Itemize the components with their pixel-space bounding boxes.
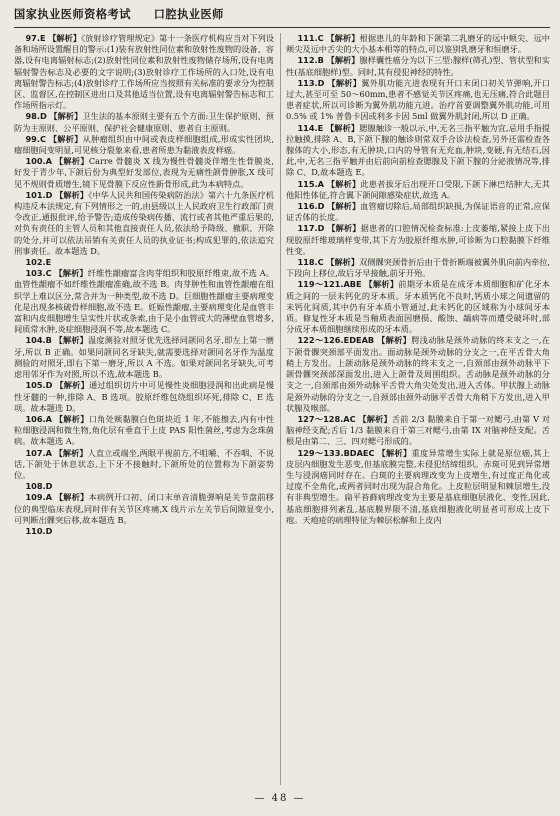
answer-number: 111.C bbox=[297, 33, 324, 43]
analysis-label: 【解析】 bbox=[55, 380, 89, 391]
answer-number: 116.D bbox=[297, 201, 325, 212]
answer-number: 105.D bbox=[25, 380, 53, 391]
answer-entry bbox=[286, 33, 550, 55]
analysis-label: 【解析】 bbox=[327, 201, 361, 212]
answer-entry bbox=[14, 526, 274, 537]
analysis-text: 从肿瘤组织由中间或表皮样细胞组成,形成实性团块,瘤细胞间变明显,可见核分裂象来看,患者所患为黏液表皮样癌。 bbox=[14, 133, 274, 156]
answer-entry bbox=[14, 268, 274, 335]
answer-entry bbox=[286, 223, 550, 257]
analysis-label: 【解析】 bbox=[48, 33, 82, 43]
analysis-text: 卫生法的基本原则主要有五个方面:卫生保护原则、预防为主原则、公平原则、保护社会健康原则、患者自主原则。 bbox=[14, 111, 274, 133]
analysis-label: 【解析】 bbox=[54, 492, 89, 503]
analysis-text: 翼外肌功能亢进表现有开口末闭口初关节弹响,开口过大,甚至可至 50～60mm,患者不感觉关节区疼痛,也无压痛,符合此题目患者症状,所以可诊断为翼外肌功能亢进。治疗首要调整翼外肌功能,可用 0.5% 或 1% 普鲁卡因或利多卡因 5ml 做翼外肌封闭,所以 D 正确。 bbox=[286, 77, 550, 122]
page-number: — 48 — bbox=[254, 793, 306, 804]
analysis-text: 本病例开口初、闭口末单音清脆弹响是关节盘前移位的典型临床表现,同时伴有关节区疼痛,X 线片示左关节后间隙显变小,可判断出髁突后移,故本题选 B。 bbox=[14, 492, 274, 525]
answer-entry bbox=[286, 448, 550, 526]
analysis-text: Carre 骨髓炎 X 线为慢性骨髓炎伴增生性骨膜炎,好发于青少年,下颌后份为典型好发部位,表现为无痛性颌骨肿胀,X 线可见不规则骨质增生,镜下见骨膜下反应性新骨形成,此为本病特点。 bbox=[14, 156, 274, 189]
answer-number: 106.A bbox=[25, 413, 53, 424]
analysis-label: 【解析】 bbox=[326, 122, 360, 133]
answer-entry bbox=[14, 257, 274, 268]
analysis-label: 【解析】 bbox=[49, 111, 83, 122]
answer-number: 122～126.EDEAB bbox=[297, 335, 375, 346]
answer-number: 115.A bbox=[297, 178, 325, 189]
analysis-label: 【解析】 bbox=[54, 156, 89, 167]
answer-number: 109.A bbox=[25, 492, 53, 503]
analysis-label: 【解析】 bbox=[364, 279, 399, 290]
analysis-text: 口角处颊黏膜白色斑块近 1 年,不能擦去,内有中性粒细胞浸润和微生物,角化层有垂直于上皮 PAS 阳性菌丝,考虑为念珠菌病。故本题选 A。 bbox=[14, 413, 274, 447]
answer-entry bbox=[286, 414, 550, 448]
analysis-label: 【解析】 bbox=[326, 33, 360, 43]
answer-number: 104.B bbox=[25, 335, 52, 346]
analysis-text: 前期牙本质是在成牙本质细胞和矿化牙本质之间的一层未钙化的牙本质。牙本质钙化不良时,钙质小球之间遗留的未钙化间质,其中仍有牙本质小管通过,此未钙化的区域称为小球间牙本质。修复性牙本质是当釉质表面因磨损、酸蚀、龋病等而遭受破坏时,部分成牙本质细胞继续形成的牙本质。 bbox=[286, 279, 550, 335]
analysis-text: 此患者拔牙后出现开口受限,下颌下淋巴结肿大,无其他阳性体征,符合翼下颌间隙感染症状,故选 A。 bbox=[286, 178, 550, 200]
answer-number: 103.C bbox=[25, 268, 52, 279]
analysis-label: 【解析】 bbox=[326, 178, 361, 189]
right-column bbox=[286, 33, 550, 785]
answer-entry bbox=[14, 134, 274, 156]
answer-number: 97.E bbox=[25, 33, 46, 43]
analysis-text: 温度测验对照牙优先选择同颌同名牙,即左上第一磨牙,所以 B 正确。如果同颌同名牙缺失,就需要选择对颌同名牙作为温度测验的对照牙,即右下第一磨牙,所以 A 不选。如果对颌同名牙缺失,可考虑用邻牙作为对照,所以不选,故本题选 B。 bbox=[14, 335, 274, 380]
analysis-text: 《中华人民共和国传染病防治法》第六十九条医疗机构违反本法规定,有下列情形之一的,由县级以上人民政府卫生行政部门责令改正,通报批评,给予警告;造成传染病传播、流行或者其他严重后果的,对负有责任的主管人员和其他直接责任人员,依法给予降级、撤职、开除的处分,并可以依法吊销有关责任人员的执业证书;构成犯罪的,依法追究刑事责任。故本题选 D。 bbox=[14, 189, 274, 256]
analysis-label: 【解析】 bbox=[54, 335, 89, 346]
answer-entry bbox=[286, 257, 550, 279]
analysis-text: 根据患儿的年龄和下颌第二乳磨牙的远中颊尖、远中颊尖及远中舌尖的大小基本相等的特点,可以鉴别乳磨牙和恒磨牙。 bbox=[286, 33, 550, 55]
answer-number: 107.A bbox=[25, 447, 53, 458]
answer-number: 99.C bbox=[25, 133, 46, 144]
analysis-label: 【解析】 bbox=[358, 413, 392, 424]
answer-number: 129～133.BDAEC bbox=[297, 447, 375, 458]
header-rule bbox=[14, 27, 550, 28]
analysis-text: 腭浅动脉是颈外动脉的终末支之一,在下颌骨髁突颈部平面发出。面动脉是颈外动脉的分支之一,在平舌骨大角稍上方发出。上颌动脉是颈外动脉的终末支之一,自颈部由颈外动脉平下颌骨髁突颈部深面发出,进入上颌骨及周围组织。舌动脉是颈外动脉的分支之一,自颈部由颈外动脉平舌骨大角尖处发出,进入舌体。甲状腺上动脉是颈外动脉的分支之一,自颈部由颈外动脉平舌骨大角稍下方发出,进入甲状腺及喉部。 bbox=[286, 335, 550, 413]
analysis-label: 【解析】 bbox=[377, 447, 412, 458]
answer-entry bbox=[14, 481, 274, 492]
book-title: 国家执业医师资格考试 bbox=[14, 8, 131, 21]
answer-entry bbox=[286, 55, 550, 77]
answer-entry bbox=[286, 123, 550, 179]
running-header bbox=[14, 6, 554, 26]
analysis-text: 腮腺触诊一般以示,中,无名三指平触为宜,忌用手指提拉触摸,排除 A、B,下颌下腺的触诊则常双手合诊法检查,另外还需检查各腺体的大小,形态,有无肿块,口内的导管有无充血,肿块,变硬,有无结石,因此,中,无名三指平触并由后前向前检查腮腺及下颌下腺的分泌液情况等,排除 C、D,故本题选 E。 bbox=[286, 122, 550, 178]
analysis-text: 双侧髁突颈骨折后由于骨折断端被翼外肌向前内牵拉,下段向上移位,故后牙早接触,前牙开殆。 bbox=[286, 257, 550, 279]
analysis-label: 【解析】 bbox=[326, 55, 360, 66]
analysis-label: 【解析】 bbox=[54, 413, 89, 424]
analysis-text: 舌前 2/3 黏膜来自于第一对鳃弓,由第 V 对脑神经支配;舌后 1/3 黏膜来自于第三对鳃弓,由第 IX 对脑神经支配。舌根是由第二、三、四对鳃弓形成的。 bbox=[286, 413, 550, 447]
analysis-label: 【解析】 bbox=[54, 268, 88, 279]
answer-number: 98.D bbox=[25, 111, 47, 122]
analysis-label: 【解析】 bbox=[326, 257, 360, 268]
answer-entry bbox=[286, 201, 550, 223]
answer-number: 112.B bbox=[297, 55, 324, 66]
answer-entry bbox=[14, 380, 274, 414]
analysis-label: 【解析】 bbox=[327, 77, 362, 88]
answer-number: 117.D bbox=[297, 223, 325, 234]
analysis-text: 纤维性龈瘤富含肉芽组织和胶原纤维束,故不选 A。血管性龈瘤不如纤维性龈瘤准确,故不选 B。肉芽肿性和血管性龈瘤在组织学上难以区分,常合并为一种类型,故不选 D。巨细胞性龈瘤主要病理变化是出现多核破骨样细胞,故不选 E。妊娠性龈瘤,主要病理变化是血管丰富和内皮细胞增生呈实性片状或条索,由于是小血管或大的薄壁血管增多,间质常水肿,炎症细胞浸润不等,故本题选 C。 bbox=[14, 268, 274, 335]
analysis-text: 血管瘤切除后,局部组织缺损,为保证语音的正常,应保证舌体的长度。 bbox=[286, 201, 550, 223]
analysis-text: 《放射诊疗管理规定》第十一条医疗机构应当对下列设备和场所设置醒目的警示:(1)装有放射性同位素和放射性废物的设备、容器,设有电离辐射标志;(2)放射性同位素和放射性废物储存场所,设有电离辐射警告标志及必要的文字说明;(3)放射诊疗工作场所的入口处,设有电离辐射警告标志;(4)放射诊疗工作场所应当按照有关标准的要求分为控制区、监督区,在控制区进出口及其他适当位置,设有电离辐射警告标志和工作场所指示灯。 bbox=[14, 33, 274, 111]
answer-entry bbox=[14, 156, 274, 190]
left-column bbox=[14, 33, 274, 785]
analysis-text: 重度异常增生实际上就是原位癌,其上皮层内细胞发生恶变,但基底膜完整,未侵犯结缔组织。赤斑可见到异常增生与浸润癌同时存在。白斑的主要病理改变为上皮增生,有过度正角化或过度不全角化,或两者同时出现为混合角化。上皮粒层明显和棘层增生,没有非典型增生。扁平苔藓病理改变为主要是基底细胞层液化、变性,因此,基底细胞排列紊乱,基底膜界限不清,基底细胞液化明显者可形成上皮下疱。天疱疮的病理特征为棘层松解和上皮内 bbox=[286, 447, 550, 525]
answer-number: 114.E bbox=[297, 122, 324, 133]
answer-entry bbox=[14, 33, 274, 111]
analysis-text: 据患者的口腔情况检查标准:上皮萎缩,紧接上皮下出现胶原纤维玻璃样变带,其下方为胶原纤维水肿,可诊断为口腔黏膜下纤维性变。 bbox=[286, 223, 550, 256]
answer-entry bbox=[14, 190, 274, 257]
answer-entry bbox=[286, 78, 550, 123]
column-divider bbox=[280, 33, 281, 785]
answer-number: 102.E bbox=[25, 257, 52, 268]
analysis-label: 【解析】 bbox=[327, 223, 361, 234]
answer-number: 113.D bbox=[297, 77, 325, 88]
analysis-label: 【解析】 bbox=[48, 133, 83, 144]
answer-entry bbox=[14, 448, 274, 482]
answer-entry bbox=[14, 492, 274, 526]
answer-entry bbox=[286, 335, 550, 413]
answer-number: 110.D bbox=[25, 525, 53, 536]
analysis-label: 【解析】 bbox=[377, 335, 412, 346]
analysis-label: 【解析】 bbox=[55, 189, 89, 200]
analysis-text: 腺样囊性癌分为以下三型:腺样(筛孔)型、管状型和实性(基底细胞样)型。同时,其有侵犯神经的特性。 bbox=[286, 55, 550, 77]
answer-number: 119～121.ABE bbox=[297, 279, 362, 290]
analysis-text: 通过组织切片中可见慢性炎细胞浸润和出此病是慢性牙髓的一种,排除 A、B 选项。胶原纤维包绕组织坏死,排除 C、E 选项。故本题选 D。 bbox=[14, 380, 274, 413]
exam-name: 口腔执业医师 bbox=[153, 8, 224, 21]
answer-number: 108.D bbox=[25, 481, 53, 492]
answer-number: 100.A bbox=[25, 156, 53, 167]
analysis-text: 人直立或端坐,两眼平视前方,不咀嚼、不吞咽、不说话,下颌处于休息状态,上下牙不接触时,下颌所处的位置称为下颌姿势位。 bbox=[14, 447, 274, 480]
answer-number: 118.C bbox=[297, 257, 324, 268]
answer-number: 127～128.AC bbox=[297, 413, 356, 424]
answer-number: 101.D bbox=[25, 189, 53, 200]
answer-entry bbox=[14, 335, 274, 380]
answer-entry bbox=[286, 179, 550, 201]
analysis-label: 【解析】 bbox=[54, 447, 88, 458]
answer-entry bbox=[14, 414, 274, 448]
answer-entry bbox=[286, 279, 550, 335]
answer-entry bbox=[14, 111, 274, 133]
